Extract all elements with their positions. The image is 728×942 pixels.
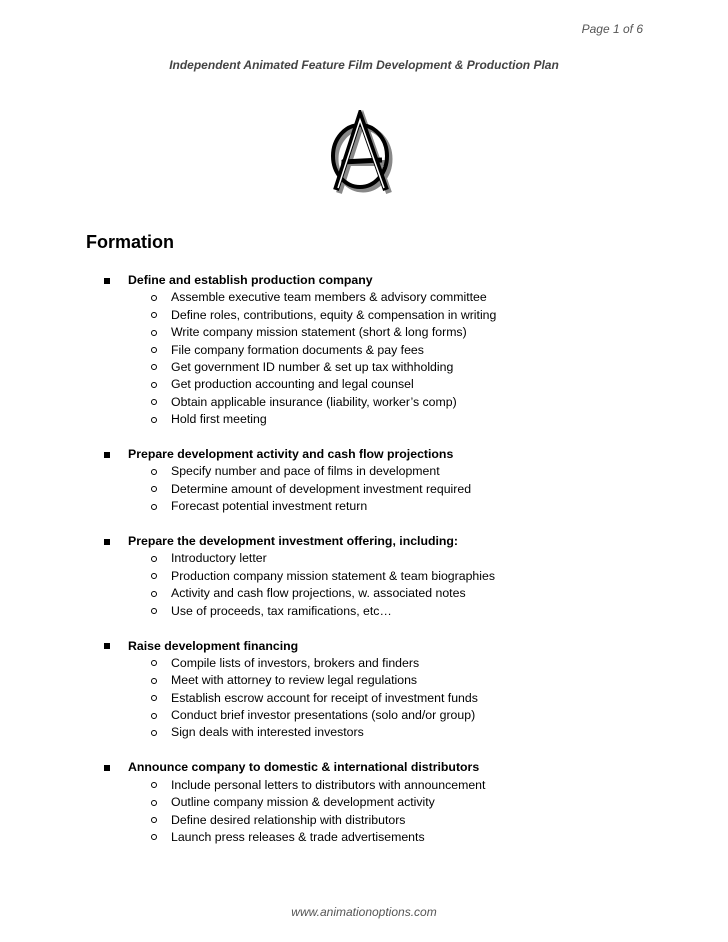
sub-bullet-item — [0, 672, 728, 689]
outline-group — [0, 446, 728, 516]
circle-bullet-icon — [151, 330, 157, 336]
sub-bullet-item — [0, 603, 728, 620]
sub-bullet-text: Write company mission statement (short & long forms) — [171, 325, 467, 340]
sub-bullet-text: Production company mission statement & team biographies — [171, 568, 495, 583]
anarchy-a-logo-icon — [324, 110, 400, 194]
sub-bullet-text: Introductory letter — [171, 551, 267, 566]
circle-bullet-icon — [151, 556, 157, 562]
square-bullet-icon — [104, 765, 110, 771]
sub-bullet-text: Sign deals with interested investors — [171, 725, 364, 740]
circle-bullet-icon — [151, 713, 157, 719]
sub-bullet-text: Get government ID number & set up tax withholding — [171, 359, 454, 374]
sub-bullet-item — [0, 394, 728, 411]
sub-bullet-text: Determine amount of development investment required — [171, 481, 472, 496]
sub-bullet-text: Forecast potential investment return — [171, 499, 368, 514]
circle-bullet-icon — [151, 504, 157, 510]
sub-bullet-text: Compile lists of investors, brokers and finders — [171, 655, 420, 670]
circle-bullet-icon — [151, 730, 157, 736]
sub-bullet-item — [0, 568, 728, 585]
main-bullet-text: Prepare the development investment offering, including: — [128, 534, 459, 549]
outline — [0, 272, 728, 864]
circle-bullet-icon — [151, 486, 157, 492]
sub-bullet-item — [0, 324, 728, 341]
section-title: Formation — [86, 232, 174, 252]
sub-bullet-item — [0, 463, 728, 480]
sub-bullet-text: Activity and cash flow projections, w. associated notes — [171, 586, 466, 601]
document-header: Independent Animated Feature Film Development & Production Plan — [169, 58, 559, 72]
circle-bullet-icon — [151, 817, 157, 823]
circle-bullet-icon — [151, 295, 157, 301]
sub-bullet-item — [0, 411, 728, 428]
sub-bullet-text: File company formation documents & pay fees — [171, 342, 424, 357]
circle-bullet-icon — [151, 834, 157, 840]
outline-group — [0, 533, 728, 620]
square-bullet-icon — [104, 539, 110, 545]
circle-bullet-icon — [151, 469, 157, 475]
main-bullet-item — [0, 272, 728, 289]
circle-bullet-icon — [151, 417, 157, 423]
sub-bullet-item — [0, 777, 728, 794]
circle-bullet-icon — [151, 364, 157, 370]
circle-bullet-icon — [151, 573, 157, 579]
sub-bullet-text: Specify number and pace of films in development — [171, 464, 440, 479]
main-bullet-text: Define and establish production company — [128, 273, 373, 287]
circle-bullet-icon — [151, 312, 157, 318]
sub-bullet-text: Assemble executive team members & advisory committee — [171, 290, 487, 305]
sub-bullet-item — [0, 289, 728, 306]
main-bullet-item — [0, 638, 728, 655]
circle-bullet-icon — [151, 660, 157, 666]
sub-bullet-item — [0, 498, 728, 515]
outline-group — [0, 638, 728, 742]
sub-bullet-item — [0, 359, 728, 376]
outline-group — [0, 272, 728, 429]
sub-bullet-item — [0, 585, 728, 602]
sub-bullet-item — [0, 550, 728, 567]
sub-bullet-text: Hold first meeting — [171, 412, 267, 427]
circle-bullet-icon — [151, 382, 157, 388]
main-bullet-item — [0, 759, 728, 776]
sub-bullet-text: Launch press releases & trade advertisements — [171, 829, 425, 844]
sub-bullet-text: Conduct brief investor presentations (solo and/or group) — [171, 708, 476, 723]
sub-bullet-text: Define desired relationship with distributors — [171, 812, 406, 827]
sub-bullet-text: Include personal letters to distributors with announcement — [171, 777, 486, 792]
circle-bullet-icon — [151, 608, 157, 614]
circle-bullet-icon — [151, 591, 157, 597]
main-bullet-text: Announce company to domestic & international distributors — [128, 760, 480, 775]
sub-bullet-item — [0, 829, 728, 846]
sub-bullet-item — [0, 481, 728, 498]
circle-bullet-icon — [151, 782, 157, 788]
circle-bullet-icon — [151, 678, 157, 684]
circle-bullet-icon — [151, 800, 157, 806]
sub-bullet-item — [0, 707, 728, 724]
sub-bullet-text: Get production accounting and legal counsel — [171, 377, 414, 392]
sub-bullet-text: Obtain applicable insurance (liability, worker’s comp) — [171, 394, 457, 409]
sub-bullet-text: Use of proceeds, tax ramifications, etc… — [171, 603, 392, 618]
sub-bullet-item — [0, 376, 728, 393]
sub-bullet-text: Establish escrow account for receipt of investment funds — [171, 690, 478, 705]
sub-bullet-item — [0, 690, 728, 707]
sub-bullet-text: Define roles, contributions, equity & compensation in writing — [171, 307, 497, 322]
main-bullet-item — [0, 533, 728, 550]
sub-bullet-item — [0, 724, 728, 741]
square-bullet-icon — [104, 278, 110, 284]
main-bullet-text: Raise development financing — [128, 638, 299, 653]
sub-bullet-text: Outline company mission & development activity — [171, 795, 435, 810]
sub-bullet-item — [0, 342, 728, 359]
circle-bullet-icon — [151, 399, 157, 405]
outline-group — [0, 759, 728, 846]
page-number: Page 1 of 6 — [581, 22, 643, 36]
circle-bullet-icon — [151, 695, 157, 701]
square-bullet-icon — [104, 643, 110, 649]
main-bullet-text: Prepare development activity and cash flow projections — [128, 447, 454, 462]
footer-url: www.animationoptions.com — [291, 905, 437, 919]
circle-bullet-icon — [151, 347, 157, 353]
sub-bullet-item — [0, 307, 728, 324]
main-bullet-item — [0, 446, 728, 463]
sub-bullet-item — [0, 655, 728, 672]
square-bullet-icon — [104, 452, 110, 458]
sub-bullet-item — [0, 794, 728, 811]
sub-bullet-text: Meet with attorney to review legal regulations — [171, 673, 418, 688]
sub-bullet-item — [0, 812, 728, 829]
